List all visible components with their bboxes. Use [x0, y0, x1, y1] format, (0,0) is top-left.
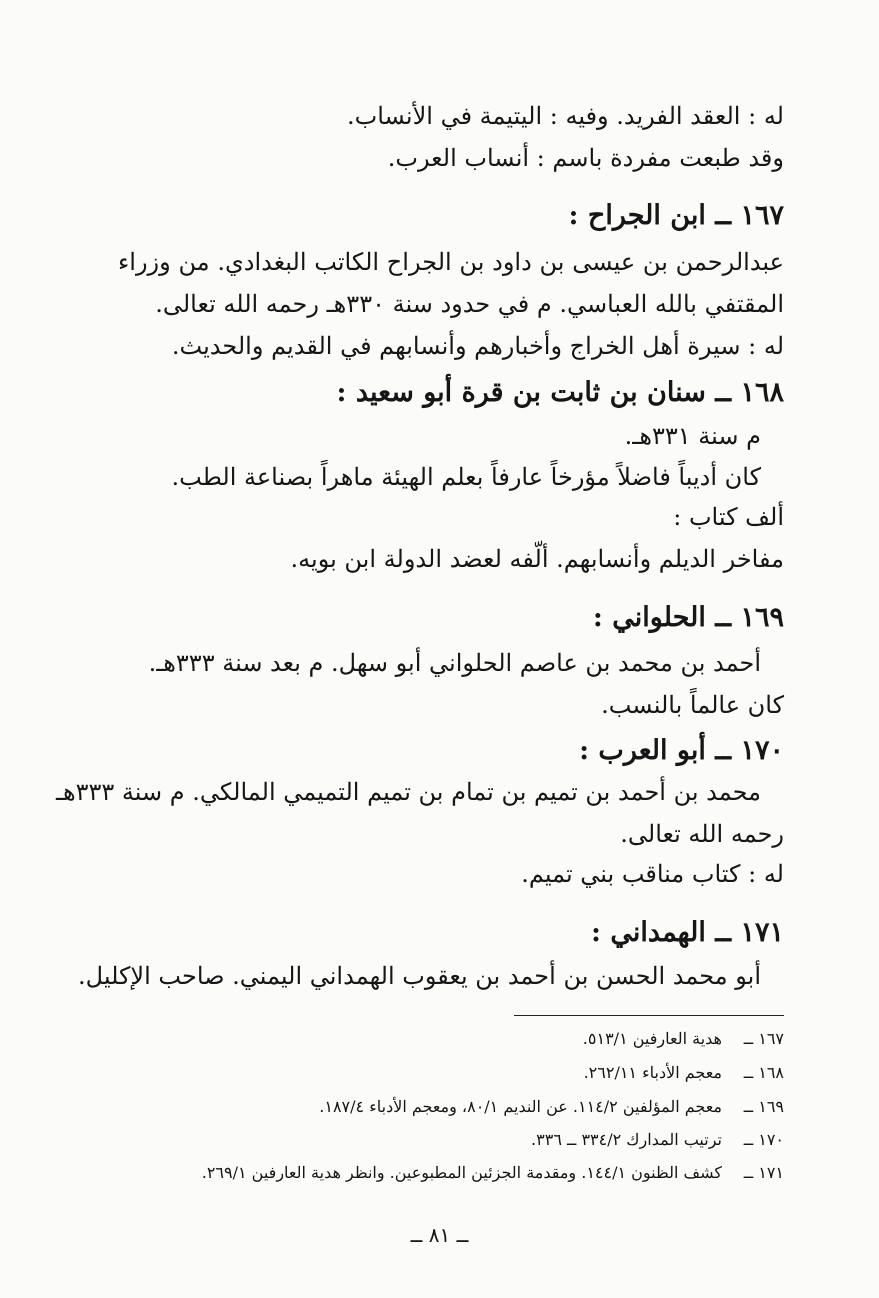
footnote-number: ١٧٠ ــ	[743, 1130, 784, 1149]
footnote-number: ١٦٧ ــ	[743, 1029, 784, 1048]
entry-168-bio-line: كان أديباً فاضلاً مؤرخاً عارفاً بعلم الهيئة ماهراً بصناعة الطب.	[171, 463, 761, 491]
footnote-divider	[514, 1015, 784, 1016]
entry-169-heading: ١٦٩ ــ الحلواني :	[592, 602, 784, 633]
footnote-170	[531, 1129, 784, 1151]
entry-170-heading: ١٧٠ ــ أبو العرب :	[579, 735, 784, 766]
footnote-168	[584, 1062, 784, 1084]
entry-170-bio-line-2: رحمه الله تعالى.	[620, 820, 784, 848]
entry-168-works-line: مفاخر الديلم وأنسابهم. ألّفه لعضد الدولة ابن بويه.	[290, 545, 784, 573]
page-number: ــ ٨١ ــ	[410, 1223, 469, 1247]
entry-171-heading: ١٧١ ــ الهمداني :	[591, 917, 784, 948]
entry-169-note-line: كان عالماً بالنسب.	[601, 691, 784, 719]
entry-169-bio-line: أحمد بن محمد بن عاصم الحلواني أبو سهل. م بعد سنة ٣٣٣هـ.	[148, 649, 761, 677]
entry-166-print-note: وقد طبعت مفردة باسم : أنساب العرب.	[387, 144, 784, 172]
entry-170-bio-line-1: محمد بن أحمد بن تميم بن تمام بن تميم التميمي المالكي. م سنة ٣٣٣هـ	[55, 778, 761, 806]
footnote-171	[202, 1162, 784, 1184]
entry-171-bio-line: أبو محمد الحسن بن أحمد بن يعقوب الهمداني اليمني. صاحب الإكليل.	[78, 962, 761, 990]
entry-166-works-line: له : العقد الفريد. وفيه : اليتيمة في الأنساب.	[346, 102, 784, 130]
entry-167-works-line: له : سيرة أهل الخراج وأخبارهم وأنسابهم في القديم والحديث.	[171, 332, 784, 360]
footnote-text: هدية العارفين ٥١٣/١.	[582, 1029, 722, 1048]
entry-167-heading: ١٦٧ ــ ابن الجراح :	[568, 200, 784, 231]
entry-168-works-label: ألف كتاب :	[673, 503, 784, 531]
footnote-text: كشف الظنون ١٤٤/١. ومقدمة الجزئين المطبوعين. وانظر هدية العارفين ٢٦٩/١.	[201, 1163, 722, 1182]
footnote-number: ١٦٩ ــ	[743, 1097, 784, 1116]
entry-168-heading: ١٦٨ ــ سنان بن ثابت بن قرة أبو سعيد :	[336, 377, 784, 408]
footnote-number: ١٦٨ ــ	[743, 1063, 784, 1082]
entry-167-bio-line-1: عبدالرحمن بن عيسى بن داود بن الجراح الكاتب البغدادي. من وزراء	[118, 248, 784, 276]
footnote-text: معجم الأدباء ٢٦٢/١١.	[583, 1063, 722, 1082]
entry-167-bio-line-2: المقتفي بالله العباسي. م في حدود سنة ٣٣٠هـ رحمه الله تعالى.	[155, 290, 784, 318]
footnote-number: ١٧١ ــ	[743, 1163, 784, 1182]
footnote-text: ترتيب المدارك ٣٣٤/٢ ــ ٣٣٦.	[531, 1130, 722, 1149]
entry-170-works-line: له : كتاب مناقب بني تميم.	[521, 860, 784, 888]
footnote-text: معجم المؤلفين ١١٤/٢. عن النديم ٨٠/١، ومعجم الأدباء ١٨٧/٤.	[319, 1097, 722, 1116]
footnote-167	[583, 1028, 784, 1050]
entry-168-death-line: م سنة ٣٣١هـ.	[624, 422, 761, 450]
footnote-169	[319, 1096, 784, 1118]
